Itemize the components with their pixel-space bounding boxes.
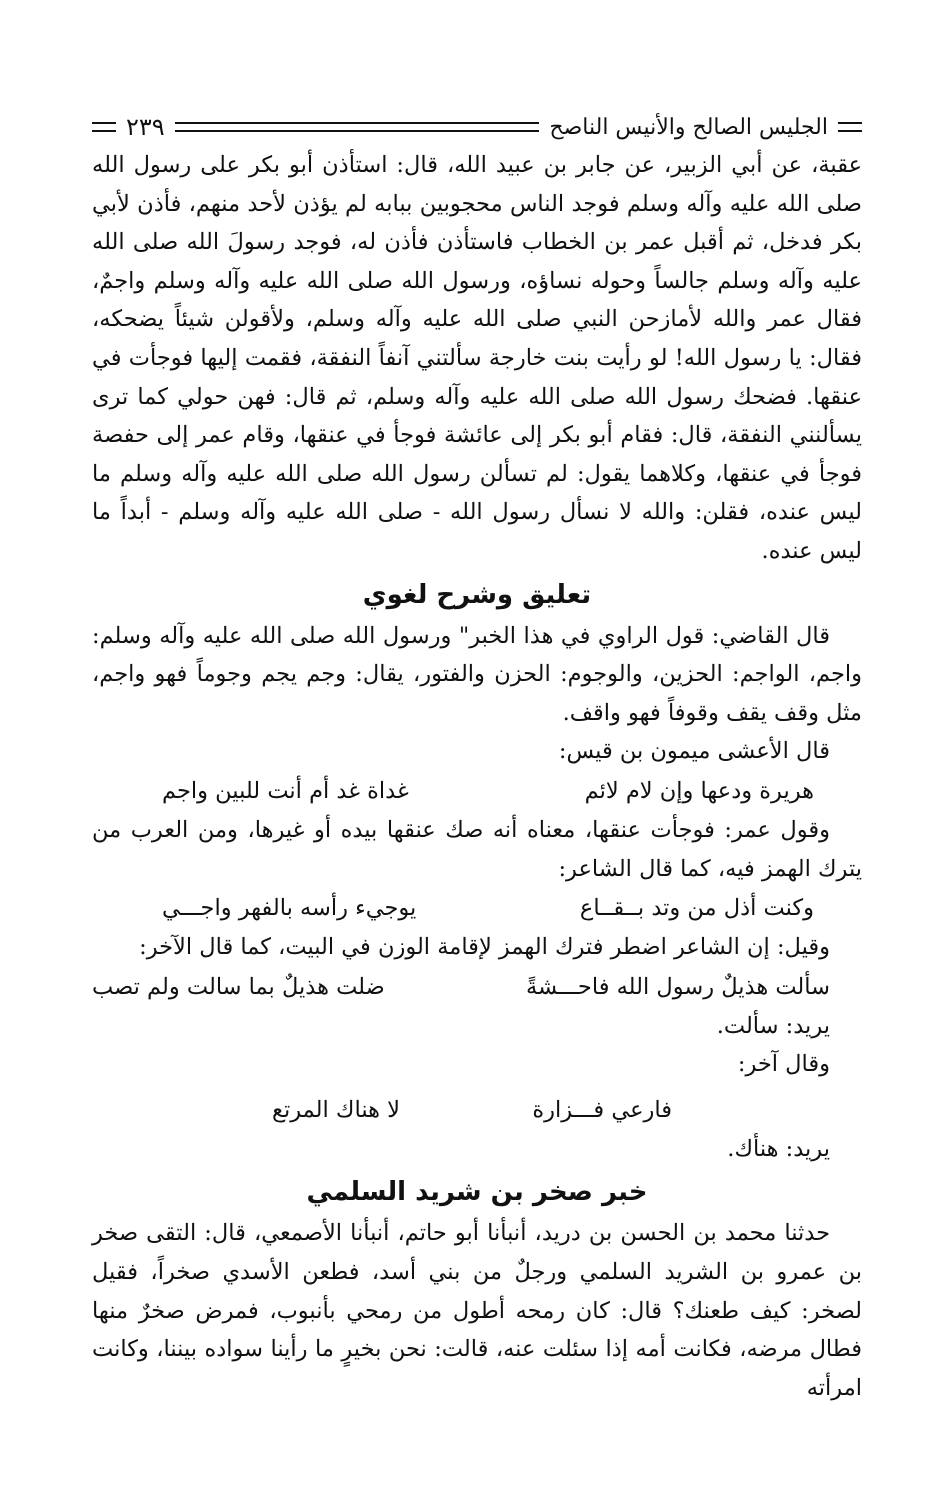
commentary-paragraph-2: قال الأعشى ميمون بن قيس: [558, 738, 830, 765]
commentary-paragraph-5: يريد: سألت. [716, 1012, 830, 1039]
commentary-paragraph-6: وقال آخر: [737, 1051, 830, 1078]
verse-line-4 [92, 1084, 862, 1130]
page-body [92, 108, 862, 1407]
sakhr-paragraph-1: حدثنا محمد بن الحسن بن دريد، أنبأنا أبو حاتم، أنبأنا الأصمعي، قال: التقى صخر بن عمرو بن الشريد السلمي ورجلٌ من بني أسد، فطعن الأسدي صخراً، فقيل لصخر: كيف طعنك؟ قال: كان رمحه أطول من رمحي بأنبوب، فمرض صخرٌ منها فطال مرضه، فكانت أمه إذا سئلت عنه، قالت: نحن بخيرٍ ما رأينا سواده بيننا، وكانت امرأته [92, 1220, 862, 1401]
verse-line-2 [92, 888, 862, 928]
verse-1-first-hemistich: هريرة ودعها وإن لام لائم [584, 777, 814, 804]
page-number: ٢٣٩ [126, 113, 165, 141]
verse-3-first-hemistich: سألت هذيلٌ رسول الله فاحـــشةً [526, 973, 830, 1000]
header-rule-left [92, 122, 116, 132]
book-title: الجليس الصالح والأنيس الناصح [549, 114, 828, 140]
paragraph-hadith: عقبة، عن أبي الزبير، عن جابر بن عبيد الله، قال: استأذن أبو بكر على رسول الله صلى الله عليه وآله وسلم فوجد الناس محجوبين ببابه لم يؤذن لأحد منهم، فأذن لأبي بكر فدخل، ثم أقبل عمر بن الخطاب فاستأذن فأذن له، فوجد رسولَ الله صلى الله عليه وآله وسلم جالساً وحوله نساؤه، ورسول الله صلى الله عليه وآله وسلم واجمٌ، فقال عمر والله لأمازحن النبي صلى الله عليه وآله وسلم، ولأقولن شيئاً يضحكه، فقال: يا رسول الله! لو رأيت بنت خارجة سألتني آنفاً النفقة، فقمت إليها فوجأت في عنقها. فضحك رسول الله صلى الله عليه وآله وسلم، ثم قال: فهن حولي كما ترى يسألنني النفقة، قال: فقام أبو بكر إلى عائشة فوجأ في عنقها، وقام عمر إلى حفصة فوجأ في عنقها، وكلاهما يقول: لم تسألن رسول الله صلى الله عليه وآله وسلم ما ليس عنده، فقلن: والله لا نسأل رسول الله - صلى الله عليه وآله وسلم - أبداً ما ليس عنده. [92, 152, 862, 564]
verse-2-second-hemistich: يوجيء رأسه بالفهر واجـــي [162, 895, 417, 922]
commentary-paragraph-4: وقيل: إن الشاعر اضطر فترك الهمز لإقامة الوزن في البيت، كما قال الآخر: [139, 934, 830, 961]
header-rule-right [838, 122, 862, 132]
verse-1-second-hemistich: غداة غد أم أنت للبين واجم [162, 777, 409, 804]
running-header [92, 108, 862, 146]
commentary-paragraph-1: قال القاضي: قول الراوي في هذا الخبر" ورسول الله صلى الله عليه وآله وسلم: واجم، الواجم: الحزين، والوجوم: الحزن والفتور، يقال: وجم يجم وجوماً فهو واجم، مثل وقف يقف وقوفاً فهو واقف. [92, 622, 862, 726]
commentary-paragraph-7: يريد: هنأك. [727, 1135, 830, 1162]
header-rule-middle [175, 122, 540, 132]
verse-line-1 [92, 771, 862, 811]
section-heading-sakhr: خبر صخر بن شريد السلمي [306, 1177, 648, 1208]
verse-line-3 [92, 967, 862, 1007]
verse-4-second-hemistich: لا هناك المرتع [272, 1096, 400, 1123]
section-heading-commentary: تعليق وشرح لغوي [362, 579, 592, 610]
verse-2-first-hemistich: وكنت أذل من وتد بــقــاع [579, 895, 814, 922]
verse-4-first-hemistich: فارعي فـــزارة [532, 1096, 672, 1123]
commentary-paragraph-3: وقول عمر: فوجأت عنقها، معناه أنه صك عنقها بيده أو غيرها، ومن العرب من يترك الهمز فيه، كما قال الشاعر: [92, 816, 862, 882]
verse-3-second-hemistich: ضلت هذيلٌ بما سالت ولم تصب [92, 973, 385, 1000]
